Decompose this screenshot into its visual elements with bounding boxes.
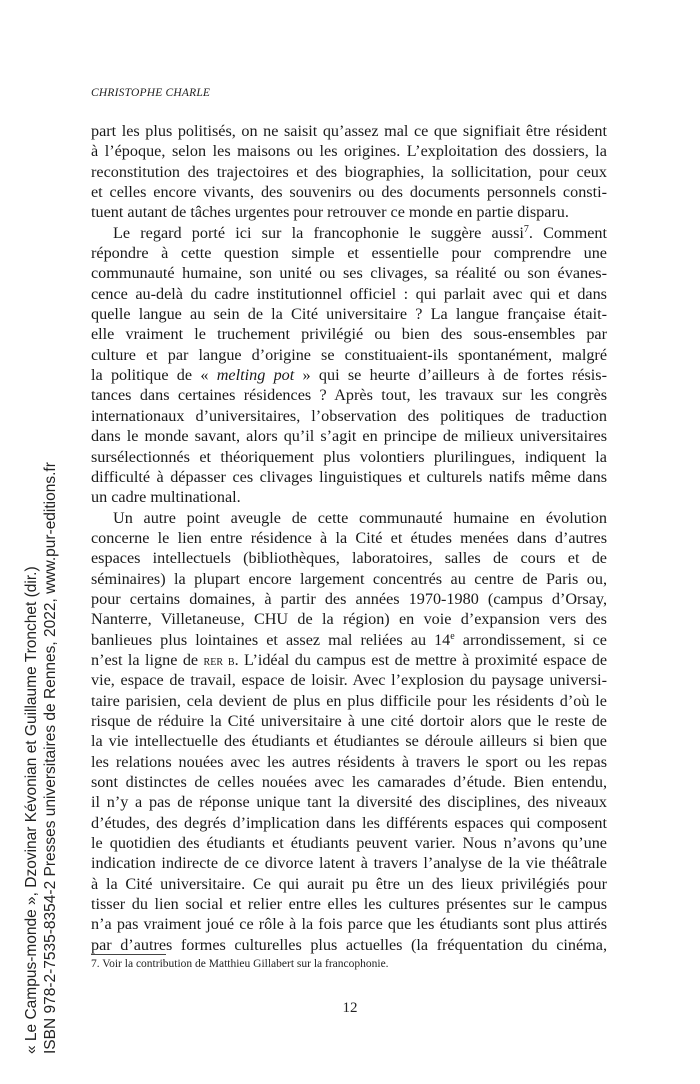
text-line: la politique de « melting pot » qui se heurte d’ailleurs à de fortes résis- (91, 366, 607, 385)
text-line: n’est la ligne de rer b. L’idéal du campus est de mettre à proximité espace de (91, 650, 608, 669)
text-line: tisser du lien social et relier entre elles les cultures présentes sur le campus (91, 895, 607, 914)
text-line: la vie intellectuelle des étudiants et étudiantes se déroule ailleurs si bien que (91, 732, 607, 751)
text-line: il n’y a pas de réponse unique tant la diversité des disciplines, des niveaux (91, 793, 607, 812)
text-line: séminaires) la plupart encore largement concentrés au centre de Paris ou, (91, 569, 607, 588)
text-line: le quotidien des étudiants et étudiants peuvent varier. Nous n’avons qu’une (91, 834, 607, 853)
text-line: taire parisien, cela devient de plus en plus difficile pour les résidents d’où le (91, 691, 607, 710)
text-line: un cadre multinational. (91, 488, 241, 507)
text-line: difficulté à dépasser ces clivages linguistiques et culturels natifs même dans (91, 467, 607, 486)
sidebar-isbn-line: ISBN 978-2-7535-8354-2 Presses universitaires de Rennes, 2022, www.pur-editions.fr (42, 462, 59, 1054)
body-text (91, 121, 607, 955)
footnote-divider (91, 954, 166, 955)
text-line: risque de réduire la Cité universitaire à une cité dortoir alors que le reste de (91, 711, 607, 730)
text-line: tances dans certaines résidences ? Après tout, les travaux sur les congrès (91, 386, 607, 405)
text-line: vie, espace de travail, espace de loisir. Avec l’explosion du paysage universi- (91, 671, 607, 690)
text-line: reconstitution des trajectoires et des biographies, la sollicitation, pour ceux (91, 162, 607, 181)
text-line: Nanterre, Villetaneuse, CHU de la région) en voie d’expansion vers des (91, 610, 607, 629)
text-line: internationaux d’universitaires, l’observation des politiques de traduction (91, 406, 607, 425)
text-line: communauté humaine, son unité ou ses clivages, sa réalité ou son évanes- (91, 264, 607, 283)
text-line: par d’autres formes culturelles plus actuelles (la fréquentation du cinéma, (91, 935, 607, 954)
text-line: n’a pas vraiment joué ce rôle à la fois parce que les étudiants sont plus attirés (91, 915, 607, 934)
text-line: elle vraiment le truchement privilégié ou bien des sous-ensembles par (91, 325, 607, 344)
text-line: dans le monde savant, alors qu’il s’agit en principe de milieux universitaires (91, 427, 607, 446)
sidebar-title-line: « Le Campus-monde », Dzovinar Kévonian et Guillaume Tronchet (dir.) (23, 566, 40, 1054)
text-line: pour certains domaines, à partir des années 1970-1980 (campus d’Orsay, (91, 589, 607, 608)
text-line: répondre à cette question simple et essentielle pour comprendre une (91, 244, 607, 263)
text-line: espaces intellectuels (bibliothèques, laboratoires, salles de cours et de (91, 549, 607, 568)
text-line: indication indirecte de ce divorce latent à travers l’analyse de la vie théâtrale (91, 854, 607, 873)
superscript: e (450, 630, 455, 642)
page-number: 12 (342, 1000, 358, 1016)
text-line: d’études, des degrés d’implication dans les différents espaces qui composent (91, 813, 607, 832)
text-line: concerne le lien entre résidence à la Cité et études menées dans d’autres (91, 528, 607, 547)
text-line: les relations nouées avec les autres résidents à travers le sport ou les repas (91, 752, 607, 771)
text-line: Le regard porté ici sur la francophonie le suggère aussi$^7$. Comment (113, 223, 607, 242)
text-line: à la Cité universitaire. Ce qui aurait pu être un des lieux privilégiés pour (91, 874, 607, 893)
text-line: et celles encore vivants, des souvenirs ou des documents personnels consti- (91, 183, 607, 202)
text-line: tuent autant de tâches urgentes pour retrouver ce monde en partie disparu. (91, 203, 569, 222)
text-line: part les plus politisés, on ne saisit qu’assez mal ce que signifiait être résident (91, 122, 607, 140)
text-line: Un autre point aveugle de cette communauté humaine en évolution (113, 508, 607, 527)
text-line: banlieues plus lointaines et assez mal reliées au 14e arrondissement, si ce (91, 630, 607, 649)
text-line: culture et par langue d’origine se constituaient-ils spontanément, malgré (91, 345, 607, 364)
text-line: à l’époque, selon les maisons ou les origines. L’exploitation des dossiers, la (91, 142, 607, 161)
text-line: quelle langue au sein de la Cité universitaire ? La langue française était- (91, 305, 607, 324)
small-caps-phrase: rer b (203, 653, 235, 669)
footnote: 7. Voir la contribution de Matthieu Gillabert sur la francophonie. (91, 958, 389, 970)
italic-phrase: melting pot (216, 366, 295, 385)
copyright-sidebar (22, 462, 60, 1054)
text-line: sursélectionnés et théoriquement plus volontiers plurilingues, indiquent la (91, 447, 607, 466)
text-line: sont distinctes de celles nouées avec les camarades d’étude. Bien entendu, (91, 773, 607, 791)
running-head-author: CHRISTOPHE CHARLE (91, 87, 211, 99)
text-line: cence au-delà du cadre institutionnel officiel : qui parlait avec qui et dans (91, 284, 607, 303)
superscript: 7 (523, 223, 529, 235)
